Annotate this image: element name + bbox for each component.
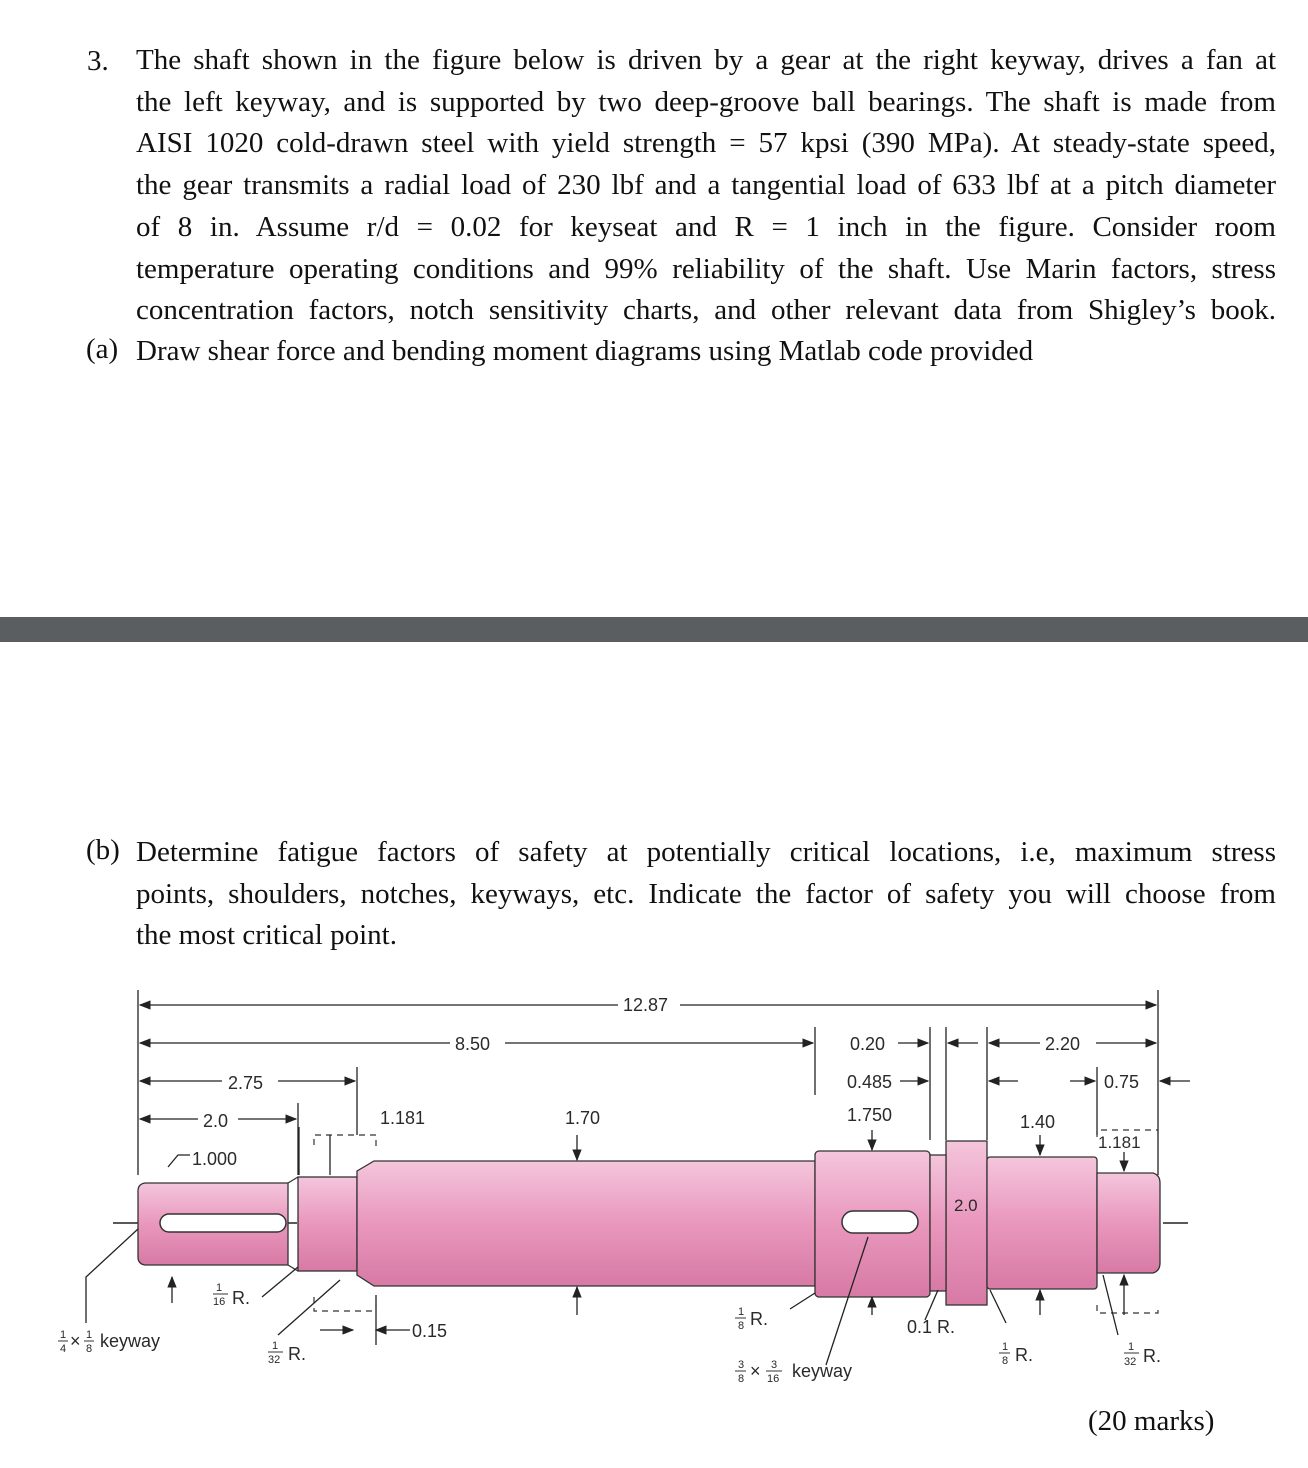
dim-2-0: 2.0 — [203, 1111, 229, 1131]
note-left-keyway — [58, 1329, 160, 1355]
question-text — [136, 40, 1276, 332]
svg-text:4: 4 — [60, 1343, 67, 1355]
note-r-1-32-right — [1124, 1341, 1161, 1368]
question-line: AISI 1020 cold-drawn steel with yield strength = 57 kpsi (390 MPa). At steady-state speed, — [136, 127, 1276, 160]
svg-text:1: 1 — [1128, 1341, 1135, 1353]
svg-text:R.: R. — [288, 1344, 306, 1364]
part-b-label: (b) — [86, 834, 120, 866]
part-b-line: the most critical point. — [136, 919, 397, 952]
dim-8-50: 8.50 — [455, 1034, 491, 1054]
svg-text:1: 1 — [738, 1306, 745, 1318]
dim-1-000: 1.000 — [192, 1149, 238, 1169]
svg-text:16: 16 — [767, 1373, 780, 1385]
svg-text:R.: R. — [1143, 1346, 1161, 1366]
question-line: the left keyway, and is supported by two deep-groove ball bearings. The shaft is made from — [136, 85, 1276, 118]
dim-1-181: 1.181 — [380, 1108, 426, 1128]
part-b-line: Determine fatigue factors of safety at potentially critical locations, i.e, maximum stress — [136, 836, 1276, 868]
dim-0-485: 0.485 — [847, 1072, 893, 1092]
svg-text:3: 3 — [738, 1359, 745, 1371]
svg-text:32: 32 — [268, 1354, 281, 1366]
question-line: concentration factors, notch sensitivity charts, and other relevant data from Shigley’s book. — [136, 294, 1276, 327]
dim-2-20: 2.20 — [1045, 1034, 1081, 1054]
svg-text:R.: R. — [750, 1309, 768, 1329]
question-line: the gear transmits a radial load of 230 lbf and a tangential load of 633 lbf at a pitch diameter — [136, 169, 1276, 202]
question-line: The shaft shown in the figure below is driven by a gear at the right keyway, drives a fan at — [136, 44, 1276, 76]
note-r-1-16 — [213, 1282, 250, 1308]
note-r-1-8-right — [999, 1341, 1033, 1367]
note-r-1-32 — [268, 1340, 306, 1366]
svg-text:1: 1 — [60, 1329, 67, 1341]
svg-text:R.: R. — [1015, 1345, 1033, 1365]
svg-text:16: 16 — [213, 1296, 226, 1308]
svg-text:keyway: keyway — [792, 1361, 853, 1381]
part-a-line: Draw shear force and bending moment diagrams using Matlab code provided — [136, 335, 1034, 367]
svg-text:1: 1 — [272, 1340, 279, 1352]
dim-0-15: 0.15 — [412, 1321, 448, 1341]
question-number: 3. — [87, 45, 109, 77]
dim-0-20: 0.20 — [850, 1034, 886, 1054]
svg-text:1: 1 — [86, 1329, 93, 1341]
svg-text:8: 8 — [738, 1373, 745, 1385]
svg-text:R.: R. — [232, 1288, 250, 1308]
svg-text:×: × — [750, 1361, 761, 1381]
shaft-figure — [0, 975, 1308, 1395]
svg-text:1: 1 — [216, 1282, 223, 1294]
marks-label: (20 marks) — [1088, 1405, 1215, 1437]
extension-lines — [138, 990, 1158, 1175]
dim-2-0-collar: 2.0 — [954, 1196, 978, 1215]
part-b-line: points, shoulders, notches, keyways, etc. Indicate the factor of safety you will choose from — [136, 877, 1276, 910]
dim-1-750: 1.750 — [847, 1105, 893, 1125]
part-a-label: (a) — [86, 333, 119, 365]
svg-text:8: 8 — [738, 1320, 745, 1332]
question-line: of 8 in. Assume r/d = 0.02 for keyseat and R = 1 inch in the figure. Consider room — [136, 210, 1276, 243]
dim-1-181-right: 1.181 — [1098, 1133, 1141, 1152]
page-divider — [0, 617, 1308, 642]
svg-text:×: × — [70, 1331, 81, 1351]
question-line: temperature operating conditions and 99% reliability of the shaft. Use Marin factors, stress — [136, 252, 1276, 285]
svg-text:1: 1 — [1002, 1341, 1009, 1353]
dim-1-40: 1.40 — [1020, 1112, 1056, 1132]
svg-text:keyway: keyway — [100, 1331, 161, 1351]
dim-2-75: 2.75 — [228, 1073, 264, 1093]
part-a-text — [136, 331, 1033, 373]
part-b-text — [136, 832, 1276, 957]
svg-text:3: 3 — [771, 1359, 778, 1371]
note-r-1-8 — [735, 1306, 768, 1332]
dim-overall-length: 12.87 — [623, 995, 669, 1015]
dim-1-70: 1.70 — [565, 1108, 601, 1128]
svg-text:8: 8 — [1002, 1355, 1009, 1367]
note-mid-keyway — [735, 1359, 852, 1385]
dim-0-75: 0.75 — [1104, 1072, 1140, 1092]
svg-text:8: 8 — [86, 1343, 93, 1355]
note-0-1-r: 0.1 R. — [907, 1317, 956, 1337]
svg-text:32: 32 — [1124, 1356, 1137, 1368]
